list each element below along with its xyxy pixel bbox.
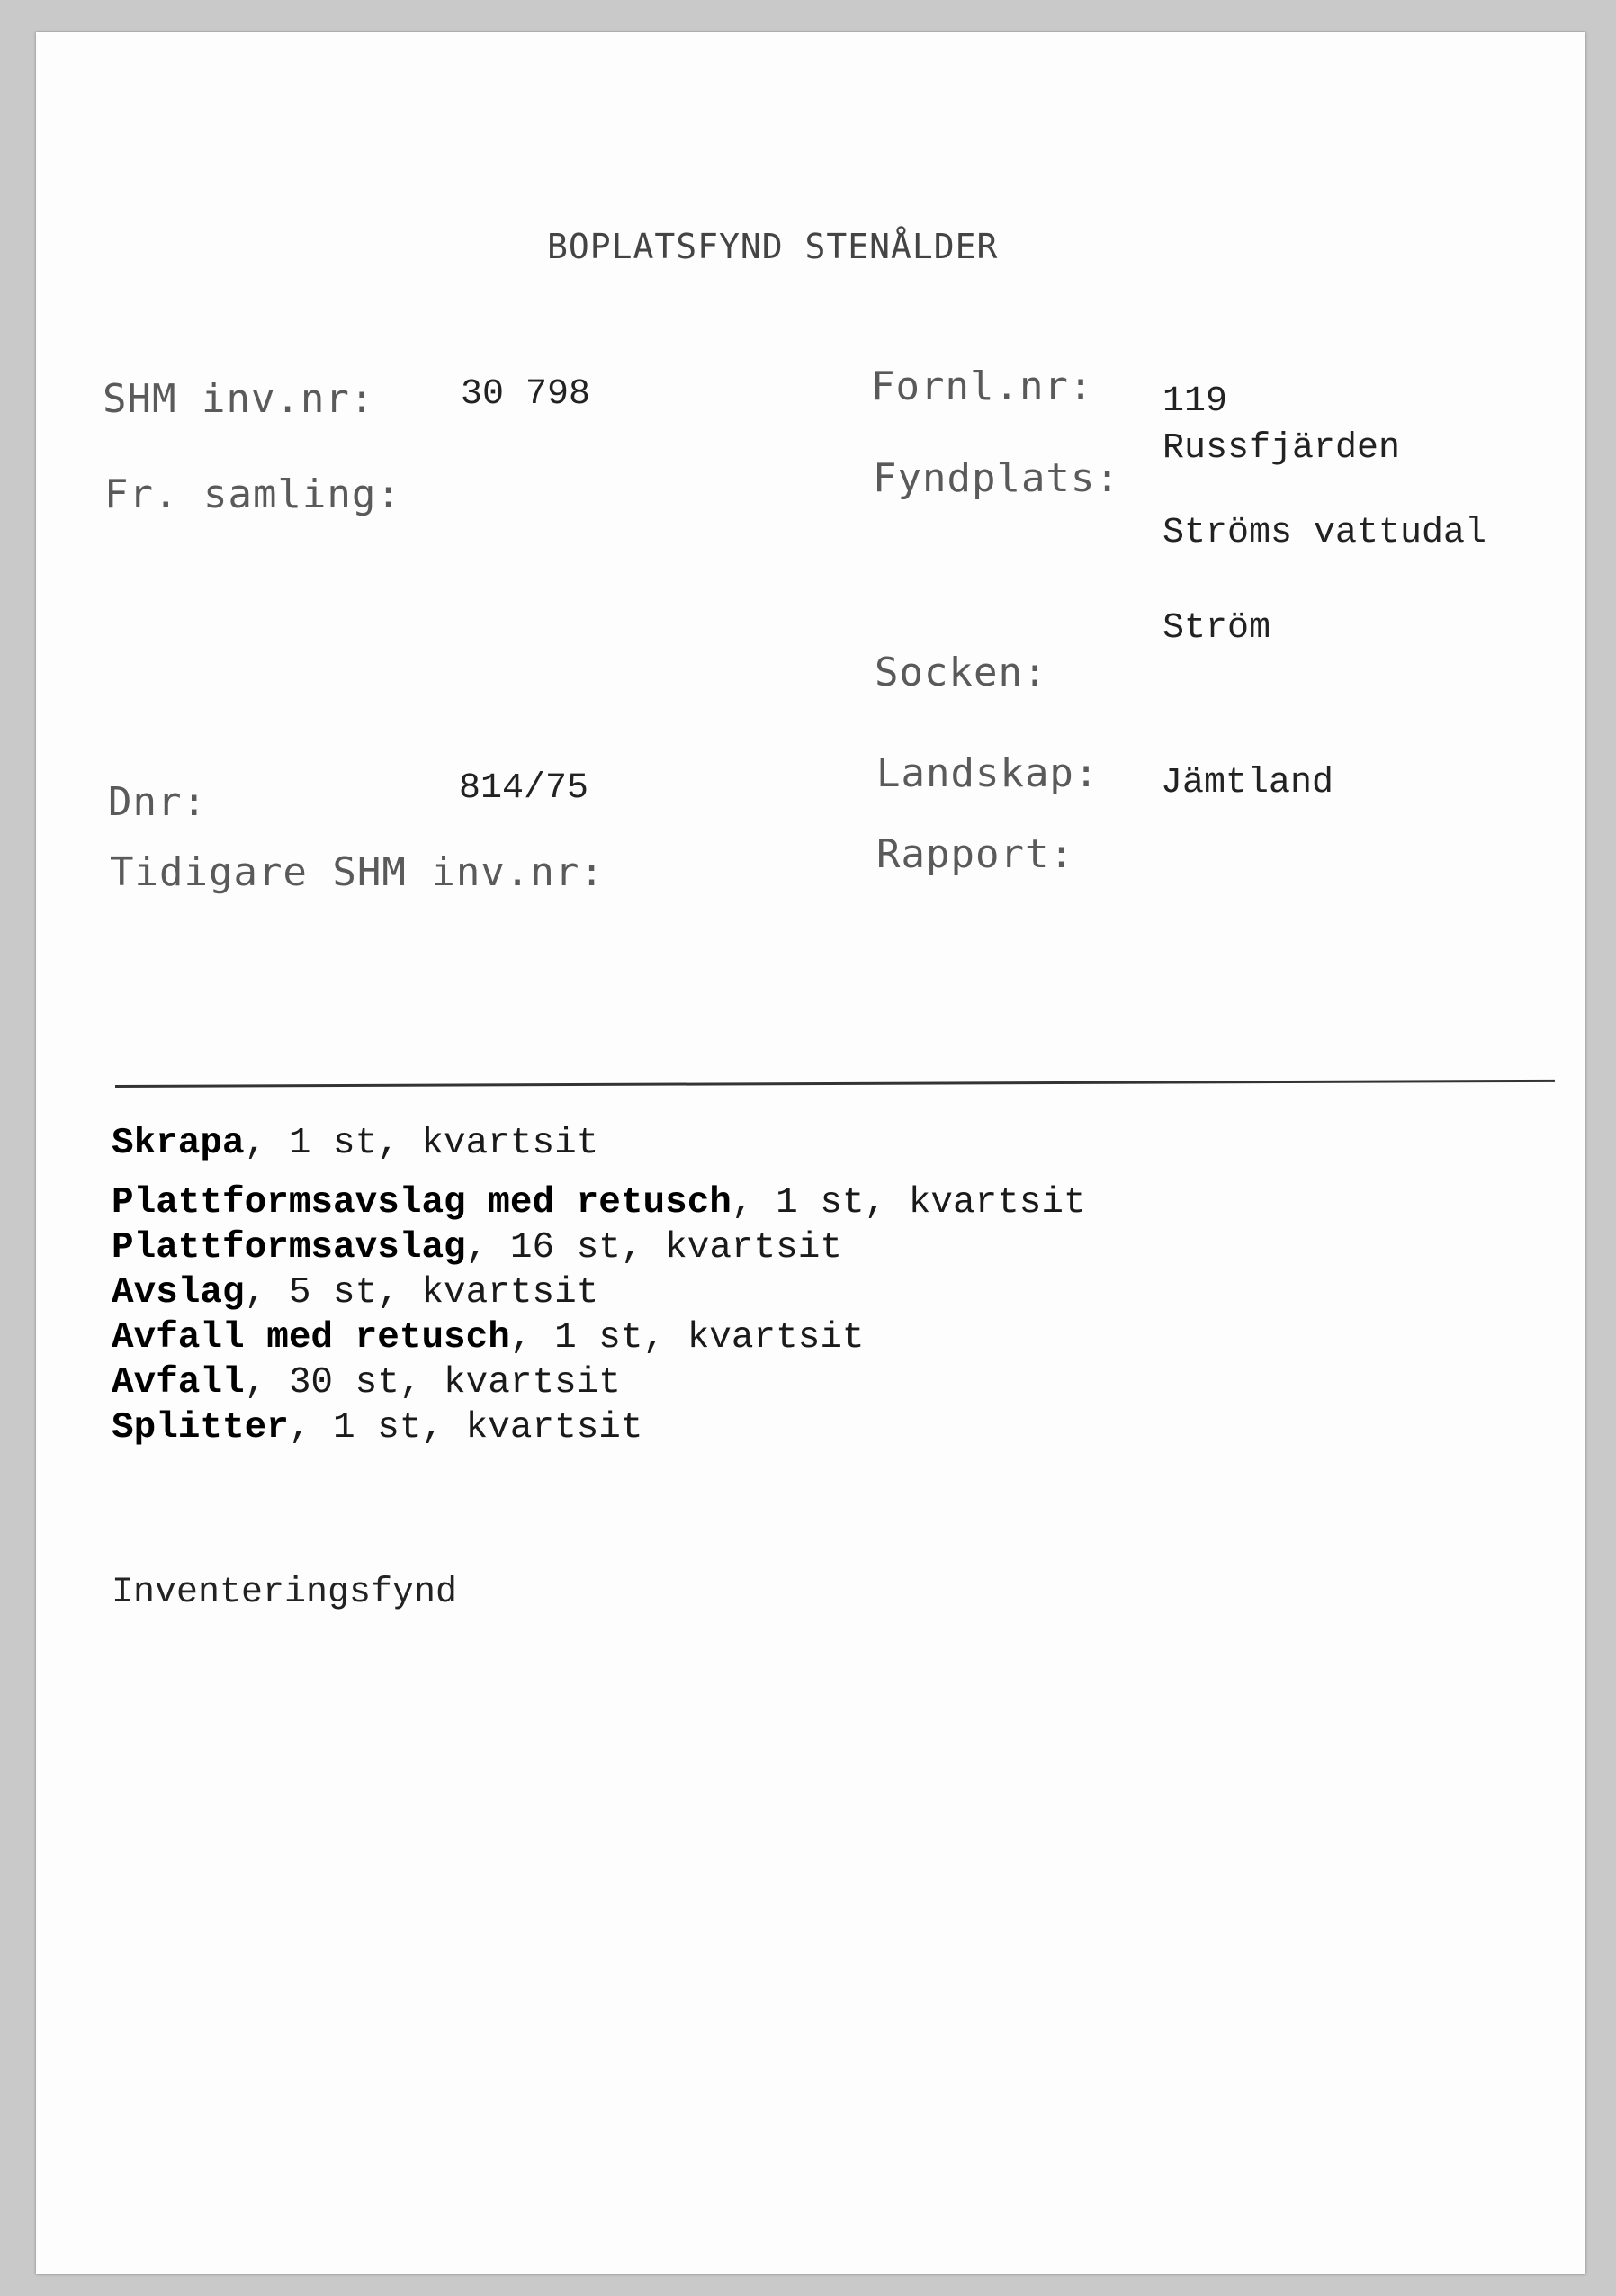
find-name: Plattformsavslag xyxy=(112,1227,466,1269)
find-details: , 16 st, kvartsit xyxy=(465,1227,842,1269)
value-socken: Ström xyxy=(1163,608,1271,649)
find-details: , 5 st, kvartsit xyxy=(244,1272,599,1314)
find-item xyxy=(112,1315,1086,1360)
label-fr-samling: Fr. samling: xyxy=(104,471,401,517)
value-fornl: 119 xyxy=(1163,381,1228,422)
catalog-card xyxy=(36,32,1585,2274)
find-details: , 1 st, kvartsit xyxy=(509,1317,865,1359)
value-shm-inv: 30 798 xyxy=(461,374,591,415)
label-rapport: Rapport: xyxy=(876,831,1074,877)
find-name: Avfall med retusch xyxy=(112,1317,510,1359)
card-title: BOPLATSFYND STENÅLDER xyxy=(547,227,999,266)
find-item xyxy=(112,1270,1086,1315)
find-details: , 30 st, kvartsit xyxy=(244,1362,621,1404)
find-name: Splitter xyxy=(112,1407,289,1448)
separator-line xyxy=(115,1080,1555,1088)
label-landskap: Landskap: xyxy=(876,750,1100,796)
find-name: Skrapa xyxy=(112,1123,245,1164)
note-text: Inventeringsfynd xyxy=(112,1573,458,1613)
value-dnr: 814/75 xyxy=(459,768,589,809)
label-dnr: Dnr: xyxy=(108,779,207,825)
find-item xyxy=(112,1180,1086,1225)
find-item xyxy=(112,1405,1086,1450)
find-item xyxy=(112,1121,1086,1166)
find-details: , 1 st, kvartsit xyxy=(244,1123,599,1164)
find-item xyxy=(112,1360,1086,1405)
label-socken: Socken: xyxy=(875,650,1048,695)
find-name: Avfall xyxy=(112,1362,245,1404)
value-fyndplats-line2: Ströms vattudal xyxy=(1163,513,1487,553)
value-landskap: Jämtland xyxy=(1161,763,1334,803)
find-details: , 1 st, kvartsit xyxy=(288,1407,643,1448)
finds-list xyxy=(112,1121,1086,1450)
label-shm-inv: SHM inv.nr: xyxy=(103,376,375,422)
label-fornl: Fornl.nr: xyxy=(871,363,1094,409)
label-fyndplats: Fyndplats: xyxy=(873,455,1120,501)
find-item xyxy=(112,1225,1086,1270)
value-fyndplats-line1: Russfjärden xyxy=(1163,428,1401,469)
label-tidigare-shm-inv: Tidigare SHM inv.nr: xyxy=(110,849,605,895)
find-name: Avslag xyxy=(112,1272,245,1314)
find-name: Plattformsavslag med retusch xyxy=(112,1182,732,1224)
find-details: , 1 st, kvartsit xyxy=(731,1182,1086,1224)
